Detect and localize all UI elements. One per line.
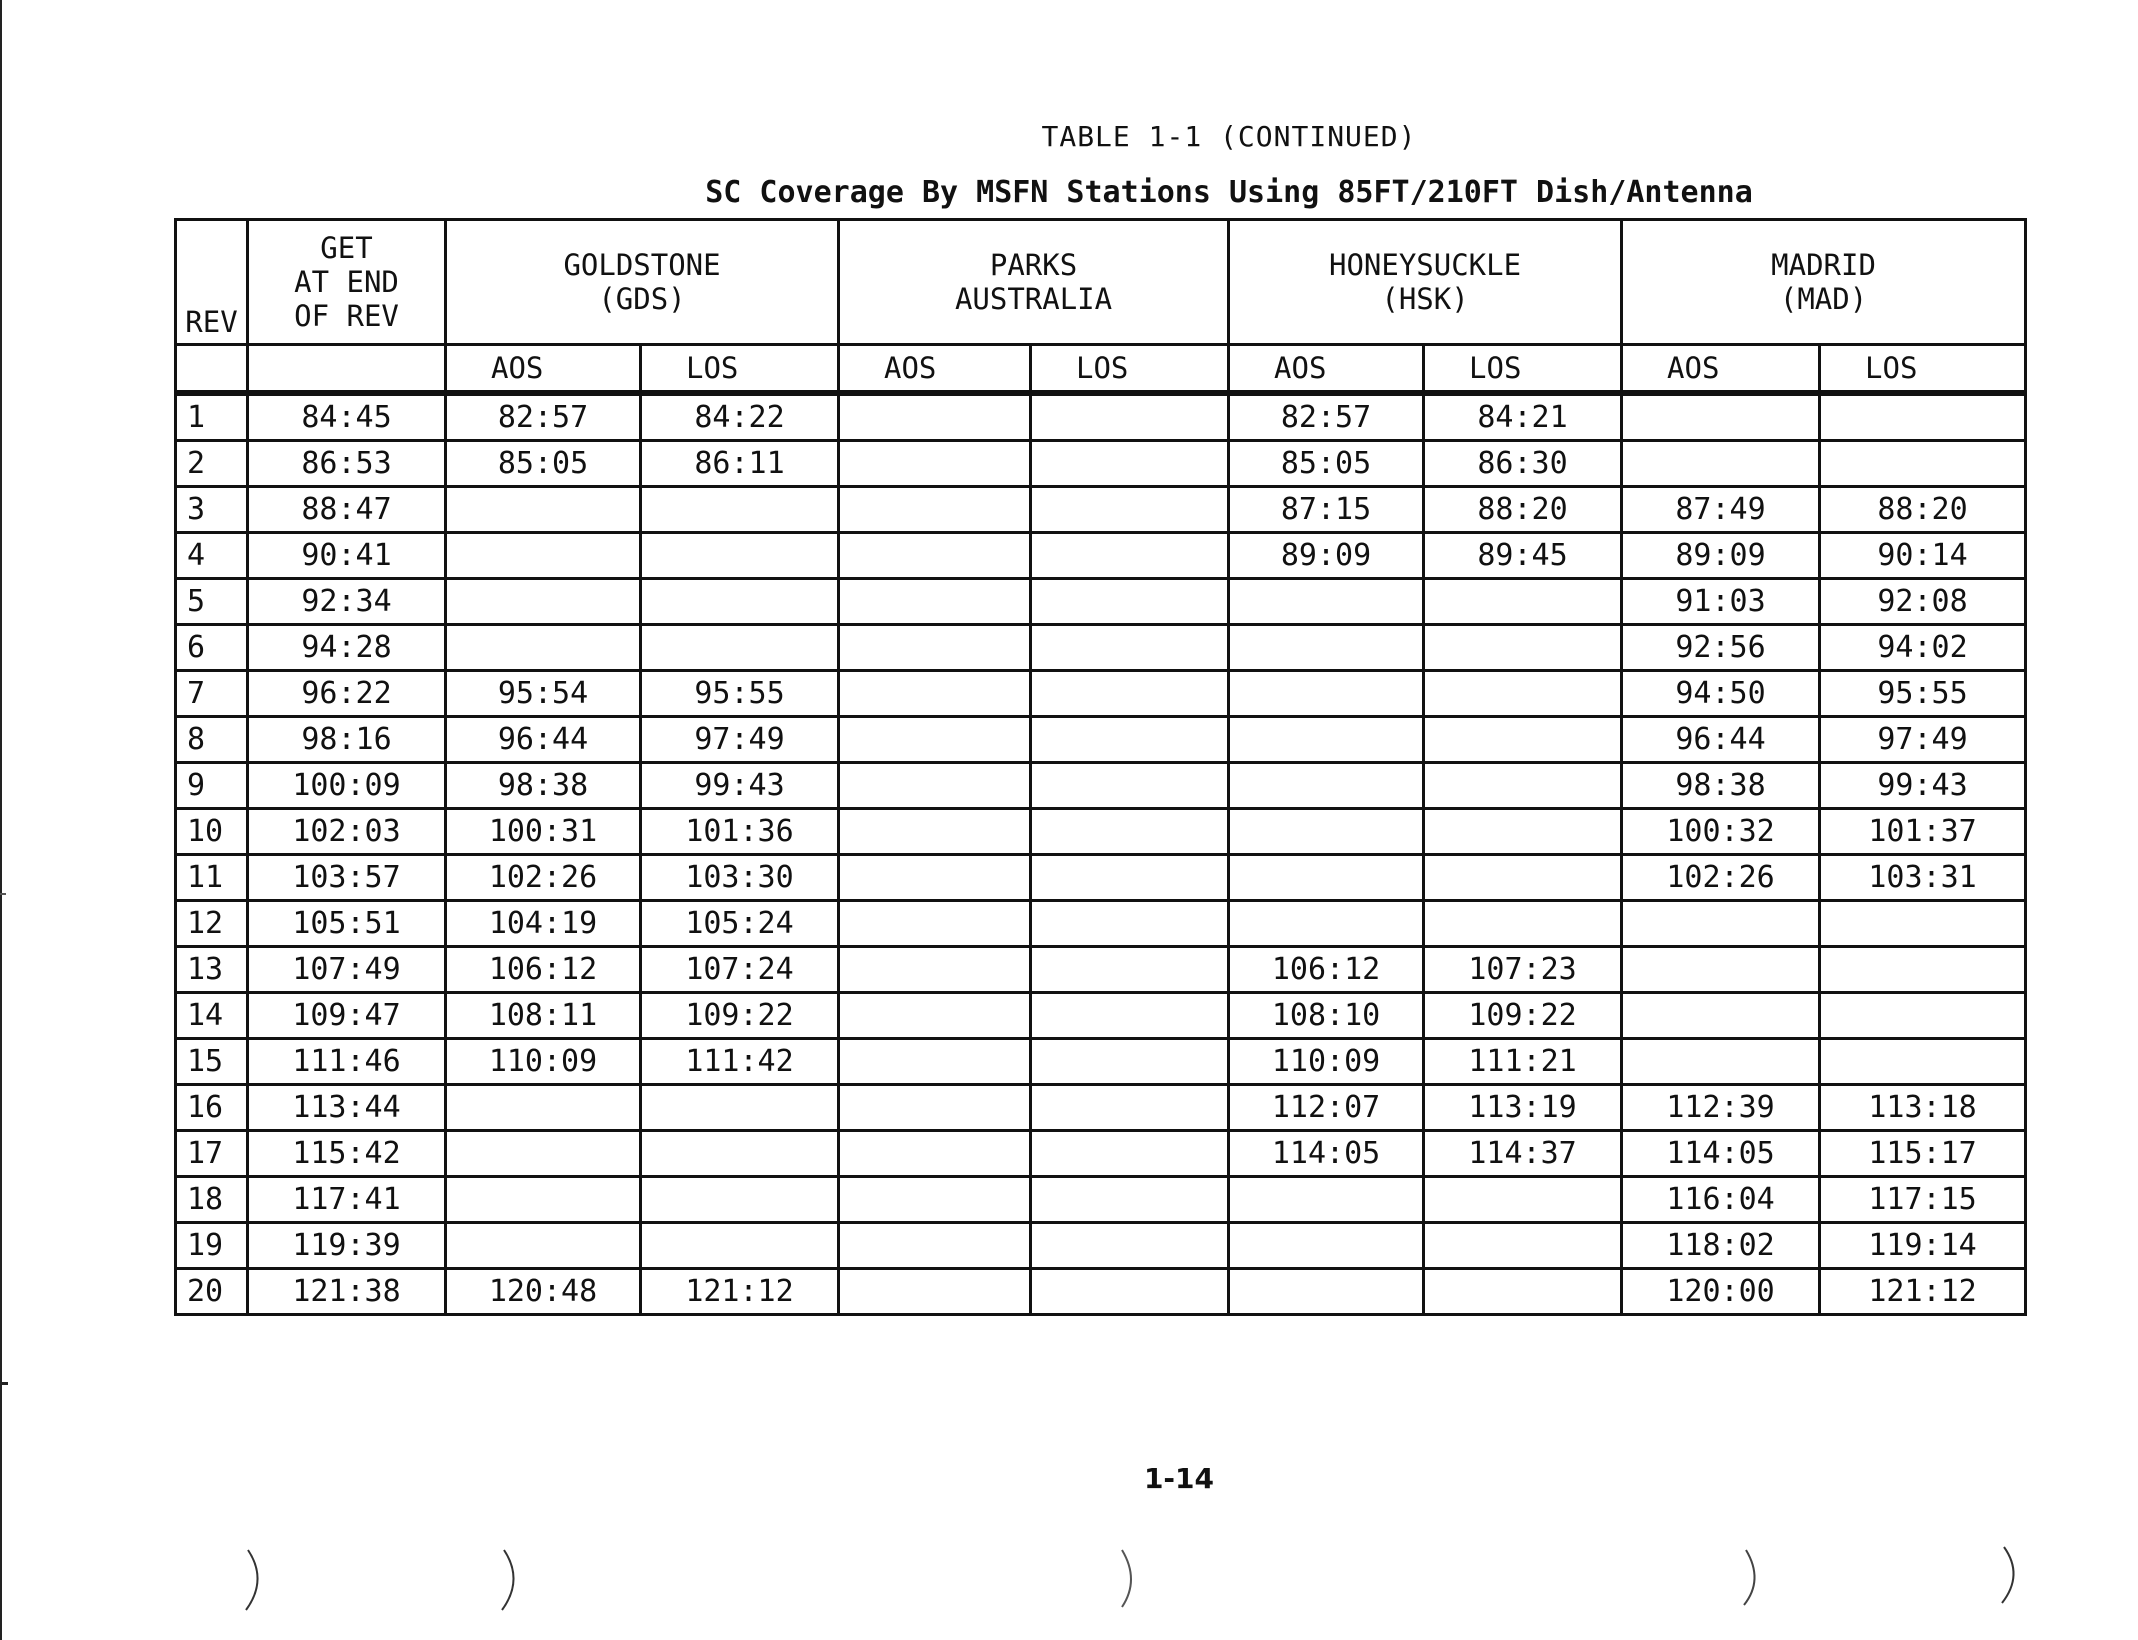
blank-header-cell [176,345,248,394]
aos-cell [1229,855,1424,901]
aos-cell [1229,809,1424,855]
los-cell: 99:43 [1820,763,2026,809]
aos-cell: 82:57 [1229,393,1424,441]
get-cell: 98:16 [248,717,446,763]
los-cell: 89:45 [1424,533,1622,579]
get-header-line: GET [320,231,373,265]
aos-cell [1622,1039,1820,1085]
los-cell: 113:19 [1424,1085,1622,1131]
table-row [176,763,2026,809]
los-cell: 84:21 [1424,393,1622,441]
station-code: (GDS) [598,282,686,316]
table-row [176,393,2026,441]
los-cell [641,579,839,625]
los-cell: 86:11 [641,441,839,487]
aos-cell: 85:05 [1229,441,1424,487]
get-cell: 107:49 [248,947,446,993]
aos-cell [446,1223,641,1269]
aos-cell [839,579,1031,625]
aos-cell: 89:09 [1622,533,1820,579]
aos-cell: 87:15 [1229,487,1424,533]
get-cell: 113:44 [248,1085,446,1131]
get-header-line: AT END [294,265,399,299]
los-cell: 103:30 [641,855,839,901]
los-cell [1031,763,1229,809]
los-cell [1031,393,1229,441]
aos-cell [839,717,1031,763]
table-row [176,1085,2026,1131]
aos-cell [1229,1177,1424,1223]
aos-cell [1229,763,1424,809]
los-cell: 92:08 [1820,579,2026,625]
los-cell: 117:15 [1820,1177,2026,1223]
los-cell: 84:22 [641,393,839,441]
aos-cell [1622,993,1820,1039]
aos-cell: 108:10 [1229,993,1424,1039]
aos-cell: 118:02 [1622,1223,1820,1269]
get-cell: 100:09 [248,763,446,809]
los-cell [1424,809,1622,855]
table-row [176,1177,2026,1223]
los-cell: 115:17 [1820,1131,2026,1177]
los-cell [1424,579,1622,625]
los-cell [641,1223,839,1269]
aos-cell: 85:05 [446,441,641,487]
aos-cell [839,1085,1031,1131]
aos-cell: 110:09 [446,1039,641,1085]
rev-cell: 17 [176,1131,248,1177]
get-cell: 111:46 [248,1039,446,1085]
los-cell: 86:30 [1424,441,1622,487]
get-cell: 92:34 [248,579,446,625]
aos-cell [839,763,1031,809]
los-cell: 121:12 [641,1269,839,1315]
get-cell: 96:22 [248,671,446,717]
rev-cell: 2 [176,441,248,487]
los-cell: 114:37 [1424,1131,1622,1177]
rev-cell: 3 [176,487,248,533]
los-cell [1820,901,2026,947]
los-cell: 119:14 [1820,1223,2026,1269]
los-cell [1031,717,1229,763]
get-cell: 119:39 [248,1223,446,1269]
aos-cell [446,1177,641,1223]
station-code: (MAD) [1779,282,1868,316]
aos-cell: 120:48 [446,1269,641,1315]
table-row [176,441,2026,487]
los-cell: 107:24 [641,947,839,993]
aos-cell [839,1269,1031,1315]
los-cell [1424,1269,1622,1315]
table-row [176,901,2026,947]
los-cell [1031,901,1229,947]
aos-cell: 110:09 [1229,1039,1424,1085]
table-row [176,993,2026,1039]
los-cell [641,625,839,671]
rev-cell: 19 [176,1223,248,1269]
aos-cell [839,441,1031,487]
table-title: TABLE 1-1 (CONTINUED) [1041,120,1417,153]
los-cell [1424,1223,1622,1269]
los-cell: 103:31 [1820,855,2026,901]
los-cell: 111:42 [641,1039,839,1085]
table-row [176,671,2026,717]
station-header-goldstone [446,220,839,345]
los-cell [1031,671,1229,717]
los-cell: 90:14 [1820,533,2026,579]
los-cell [1424,671,1622,717]
los-cell [1031,1131,1229,1177]
binding-mark [1992,1545,2032,1615]
aos-cell [1622,393,1820,441]
station-header-parks [839,220,1229,345]
aos-cell [839,1039,1031,1085]
rev-cell: 12 [176,901,248,947]
los-cell: 101:36 [641,809,839,855]
los-cell: 94:02 [1820,625,2026,671]
get-cell: 84:45 [248,393,446,441]
los-cell: 97:49 [641,717,839,763]
aos-cell: 100:31 [446,809,641,855]
station-name: PARKS [989,248,1078,282]
rev-cell: 14 [176,993,248,1039]
los-header: LOS [1031,345,1229,394]
rev-cell: 4 [176,533,248,579]
los-cell [1031,855,1229,901]
aos-cell [839,947,1031,993]
rev-cell: 20 [176,1269,248,1315]
page-edge-mark [0,1382,8,1385]
los-cell [1031,1269,1229,1315]
aos-cell [839,901,1031,947]
page-edge-mark [0,893,6,895]
table-row [176,1131,2026,1177]
rev-cell: 10 [176,809,248,855]
aos-cell: 89:09 [1229,533,1424,579]
los-cell [641,1131,839,1177]
aos-cell: 106:12 [1229,947,1424,993]
station-header-honeysuckle [1229,220,1622,345]
aos-header: AOS [839,345,1031,394]
los-cell [1031,1085,1229,1131]
coverage-table [174,218,2027,1316]
station-code: (HSK) [1381,282,1469,316]
table-row [176,1223,2026,1269]
aos-cell [839,809,1031,855]
aos-cell [839,855,1031,901]
station-name: GOLDSTONE [563,248,721,282]
rev-cell: 16 [176,1085,248,1131]
aos-cell [839,487,1031,533]
aos-cell: 104:19 [446,901,641,947]
aos-cell [839,393,1031,441]
los-cell [1820,393,2026,441]
blank-header-cell [248,345,446,394]
binding-mark [1112,1545,1152,1615]
aos-cell [1229,901,1424,947]
los-cell [1031,579,1229,625]
los-cell [1031,993,1229,1039]
aos-cell: 102:26 [446,855,641,901]
aos-cell: 92:56 [1622,625,1820,671]
aos-cell [1229,579,1424,625]
aos-cell [1622,947,1820,993]
los-cell [1424,717,1622,763]
los-cell: 101:37 [1820,809,2026,855]
aos-cell [1229,671,1424,717]
los-cell [1031,809,1229,855]
aos-cell: 112:39 [1622,1085,1820,1131]
aos-cell: 114:05 [1622,1131,1820,1177]
aos-cell [839,1223,1031,1269]
get-header [248,220,446,345]
aos-cell: 102:26 [1622,855,1820,901]
los-header: LOS [1424,345,1622,394]
table-row [176,579,2026,625]
los-cell [1424,901,1622,947]
aos-cell [1229,1269,1424,1315]
page-left-edge [0,0,2,1640]
los-cell: 109:22 [641,993,839,1039]
table-row [176,855,2026,901]
aos-cell [1622,441,1820,487]
los-cell [1820,947,2026,993]
los-cell [1031,441,1229,487]
binding-mark [494,1545,534,1615]
aos-cell [1622,901,1820,947]
aos-cell: 87:49 [1622,487,1820,533]
los-cell [1031,533,1229,579]
los-cell [1820,441,2026,487]
los-cell: 113:18 [1820,1085,2026,1131]
rev-header: REV [176,220,248,345]
los-cell: 107:23 [1424,947,1622,993]
aos-cell: 116:04 [1622,1177,1820,1223]
table-row [176,1269,2026,1315]
aos-cell: 91:03 [1622,579,1820,625]
rev-cell: 9 [176,763,248,809]
los-cell [641,1177,839,1223]
table-row [176,533,2026,579]
los-cell [1031,1039,1229,1085]
los-cell: 121:12 [1820,1269,2026,1315]
los-cell [1031,1177,1229,1223]
table-row [176,809,2026,855]
station-code: AUSTRALIA [954,282,1113,316]
get-cell: 103:57 [248,855,446,901]
table-row [176,947,2026,993]
get-cell: 105:51 [248,901,446,947]
aos-cell [839,625,1031,671]
rev-cell: 11 [176,855,248,901]
aos-cell: 112:07 [1229,1085,1424,1131]
aos-cell [446,487,641,533]
aos-cell [1229,1223,1424,1269]
aos-cell: 94:50 [1622,671,1820,717]
los-cell [641,1085,839,1131]
get-header-line: OF REV [294,299,399,333]
aos-header: AOS [1229,345,1424,394]
station-name: MADRID [1771,248,1876,282]
los-cell: 95:55 [641,671,839,717]
binding-mark [238,1545,278,1615]
los-cell [1031,625,1229,671]
aos-cell [446,579,641,625]
los-cell [641,487,839,533]
rev-cell: 8 [176,717,248,763]
aos-cell [446,1085,641,1131]
los-cell: 88:20 [1820,487,2026,533]
aos-cell [1229,717,1424,763]
aos-cell: 82:57 [446,393,641,441]
rev-cell: 1 [176,393,248,441]
binding-mark [1736,1545,1776,1615]
get-cell: 115:42 [248,1131,446,1177]
table-row [176,487,2026,533]
rev-cell: 6 [176,625,248,671]
rev-cell: 15 [176,1039,248,1085]
los-cell [1424,625,1622,671]
aos-cell: 106:12 [446,947,641,993]
los-cell [1031,947,1229,993]
get-cell: 86:53 [248,441,446,487]
get-cell: 121:38 [248,1269,446,1315]
los-cell: 105:24 [641,901,839,947]
get-cell: 117:41 [248,1177,446,1223]
aos-cell: 96:44 [446,717,641,763]
los-cell: 88:20 [1424,487,1622,533]
rev-cell: 18 [176,1177,248,1223]
los-cell [1424,763,1622,809]
los-cell: 109:22 [1424,993,1622,1039]
aos-cell: 120:00 [1622,1269,1820,1315]
aos-cell: 98:38 [446,763,641,809]
los-header: LOS [641,345,839,394]
los-cell: 97:49 [1820,717,2026,763]
page-number: 1-14 [1143,1462,1215,1495]
rev-cell: 13 [176,947,248,993]
aos-cell: 100:32 [1622,809,1820,855]
station-header-madrid [1622,220,2026,345]
get-cell: 94:28 [248,625,446,671]
get-cell: 90:41 [248,533,446,579]
los-cell [1031,487,1229,533]
los-cell [641,533,839,579]
get-cell: 88:47 [248,487,446,533]
aos-header: AOS [446,345,641,394]
los-cell [1820,993,2026,1039]
aos-cell: 96:44 [1622,717,1820,763]
aos-cell [839,1177,1031,1223]
aos-cell: 108:11 [446,993,641,1039]
table-subtitle: SC Coverage By MSFN Stations Using 85FT/210FT Dish/Antenna [705,175,1753,210]
rev-cell: 5 [176,579,248,625]
aos-cell: 114:05 [1229,1131,1424,1177]
los-cell: 111:21 [1424,1039,1622,1085]
los-cell [1424,855,1622,901]
los-cell [1424,1177,1622,1223]
table-body [176,393,2026,1315]
los-cell [1820,1039,2026,1085]
aos-cell [446,625,641,671]
aos-cell [839,671,1031,717]
aos-cell [839,1131,1031,1177]
aos-cell: 98:38 [1622,763,1820,809]
get-cell: 109:47 [248,993,446,1039]
table-row [176,717,2026,763]
aos-cell [839,993,1031,1039]
aos-cell [446,1131,641,1177]
los-cell: 95:55 [1820,671,2026,717]
station-name: HONEYSUCKLE [1329,248,1522,282]
table-row [176,625,2026,671]
los-cell: 99:43 [641,763,839,809]
los-header: LOS [1820,345,2026,394]
los-cell [1031,1223,1229,1269]
aos-cell: 95:54 [446,671,641,717]
get-cell: 102:03 [248,809,446,855]
rev-cell: 7 [176,671,248,717]
table-row [176,1039,2026,1085]
aos-cell [839,533,1031,579]
aos-header: AOS [1622,345,1820,394]
aos-cell [446,533,641,579]
aos-cell [1229,625,1424,671]
